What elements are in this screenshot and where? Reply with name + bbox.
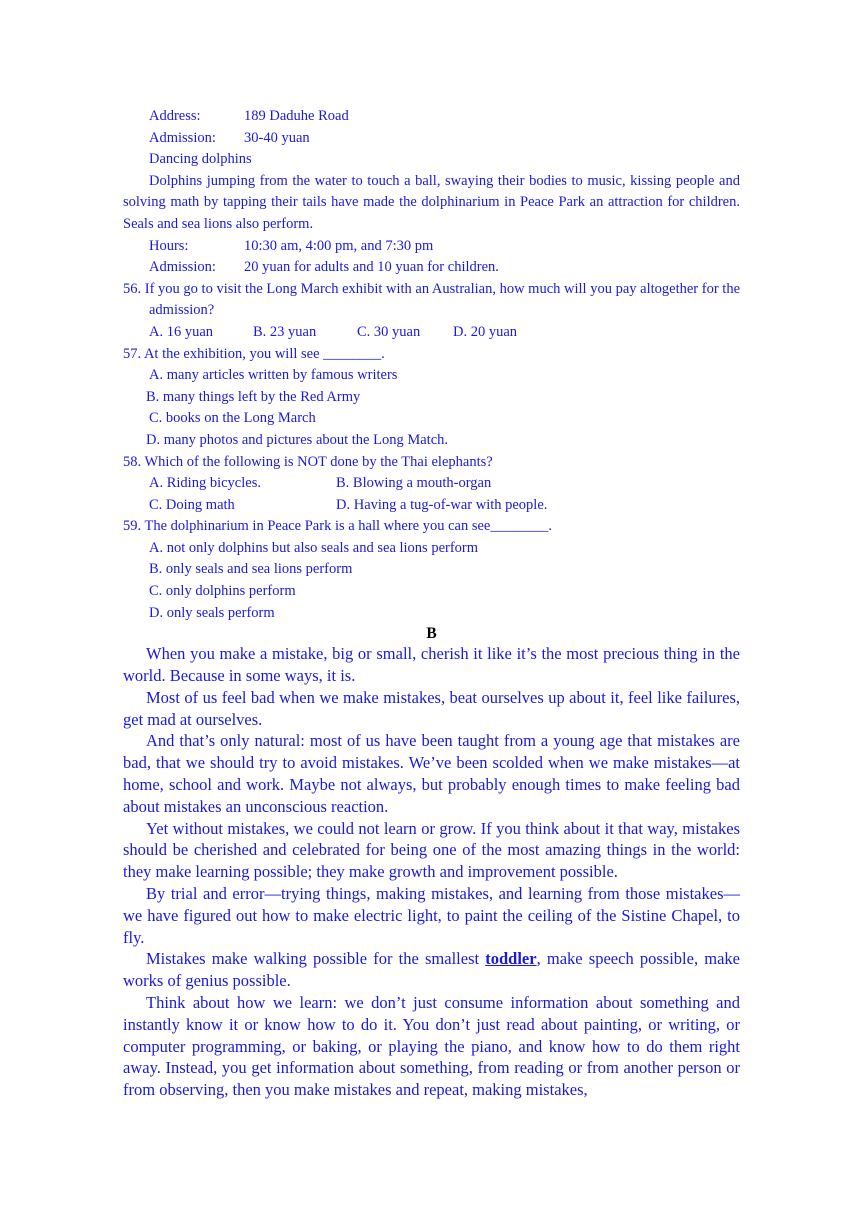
option-a: A. Riding bicycles. [149,475,261,492]
question-stem: 59. The dolphinarium in Peace Park is a hall where you can see________. [123,518,552,535]
question-stem: 56. If you go to visit the Long March exhibit with an Australian, how much will you pay altogether for the admission? [123,280,740,319]
underlined-keyword: toddler [485,949,537,969]
option-b: B. Blowing a mouth-organ [336,475,492,492]
hours-label: Hours: [149,237,189,254]
passage-paragraph-2: Most of us feel bad when we make mistakes, beat ourselves up about it, feel like failures, get mad at ourselves. [123,687,740,729]
passage-paragraph-5: By trial and error—trying things, making mistakes, and learning from those mistakes—we have figured out how to make electric light, to paint the ceiling of the Sistine Chapel, to fly. [123,884,740,947]
hours-value: 10:30 am, 4:00 pm, and 7:30 pm [244,237,434,254]
question-options-row-1 [123,473,740,495]
address-line [123,106,740,128]
question-stem: 57. At the exhibition, you will see ________. [123,345,385,362]
dolphins-title: Dancing dolphins [149,151,252,168]
option-a: A. 16 yuan [149,323,214,340]
option-b: B. only seals and sea lions perform [149,561,353,578]
hours-line [123,236,740,258]
section-b-heading: B [426,625,437,643]
passage-paragraph-6 [123,948,740,992]
admission-label-2: Admission: [149,259,216,276]
dolphins-paragraph: Dolphins jumping from the water to touch a ball, swaying their bodies to music, kissing people and solving math by tapping their tails have made the dolphinarium in Peace Park an attraction for children. Seals and sea lions also perform. [123,172,740,232]
address-label: Address: [149,108,201,124]
address-value: 189 Daduhe Road [244,108,349,124]
option-c: C. only dolphins perform [149,583,296,600]
question-options [123,322,740,344]
passage-paragraph-4: Yet without mistakes, we could not learn or grow. If you think about it that way, mistakes should be cherished and celebrated for being one of the most amazing things in the world: they make learning possible; they make growth and improvement possible. [123,818,740,882]
option-d: D. 20 yuan [453,323,518,340]
question-stem: 58. Which of the following is NOT done by the Thai elephants? [123,453,493,470]
paragraph-text-before: Mistakes make walking possible for the smallest [146,949,486,969]
question-58 [123,452,740,517]
option-d: D. many photos and pictures about the Long Match. [146,431,449,448]
passage-paragraph-7: Think about how we learn: we don’t just consume information about something and instantly know it or know how to do it. You don’t just read about painting, or writing, or computer programming, or baking, or playing the piano, and know how to do them right away. Instead, you get information about something, from reading or from another person or from observing, then you make mistakes and repeat, making mistakes, [123,993,740,1100]
document-content [123,106,740,1101]
option-c: C. Doing math [149,496,235,513]
admission-line-1 [123,128,740,150]
passage-paragraph-3: And that’s only natural: most of us have been taught from a young age that mistakes are bad, that we should try to avoid mistakes. We’ve been scolded when we make mistakes—at home, school and work. Maybe not always, but probably enough times to make feeling bad about mistakes an unconscious reaction. [123,731,740,816]
passage-paragraph-1: When you make a mistake, big or small, cherish it like it’s the most precious thing in the world. Because in some ways, it is. [123,644,740,686]
question-options-row-2 [123,495,740,517]
option-c: C. books on the Long March [149,410,316,427]
paragraph-text-after: , make speech possible, make works of genius possible. [123,949,740,991]
admission-value-1: 30-40 yuan [244,129,310,146]
option-c: C. 30 yuan [357,323,421,340]
option-b: B. many things left by the Red Army [146,388,361,405]
question-57 [123,344,740,452]
section-b-passage [123,643,740,1101]
option-a: A. many articles written by famous writers [149,367,398,384]
option-d: D. Having a tug-of-war with people. [336,496,548,513]
option-d: D. only seals perform [149,604,275,621]
section-a-info [123,106,740,279]
admission-line-2 [123,257,740,279]
admission-label-1: Admission: [149,129,216,146]
question-59 [123,516,740,624]
admission-value-2: 20 yuan for adults and 10 yuan for children. [244,259,499,276]
option-a: A. not only dolphins but also seals and sea lions perform [149,539,479,556]
question-list [123,279,740,625]
option-b: B. 23 yuan [253,323,317,340]
question-56 [123,279,740,344]
